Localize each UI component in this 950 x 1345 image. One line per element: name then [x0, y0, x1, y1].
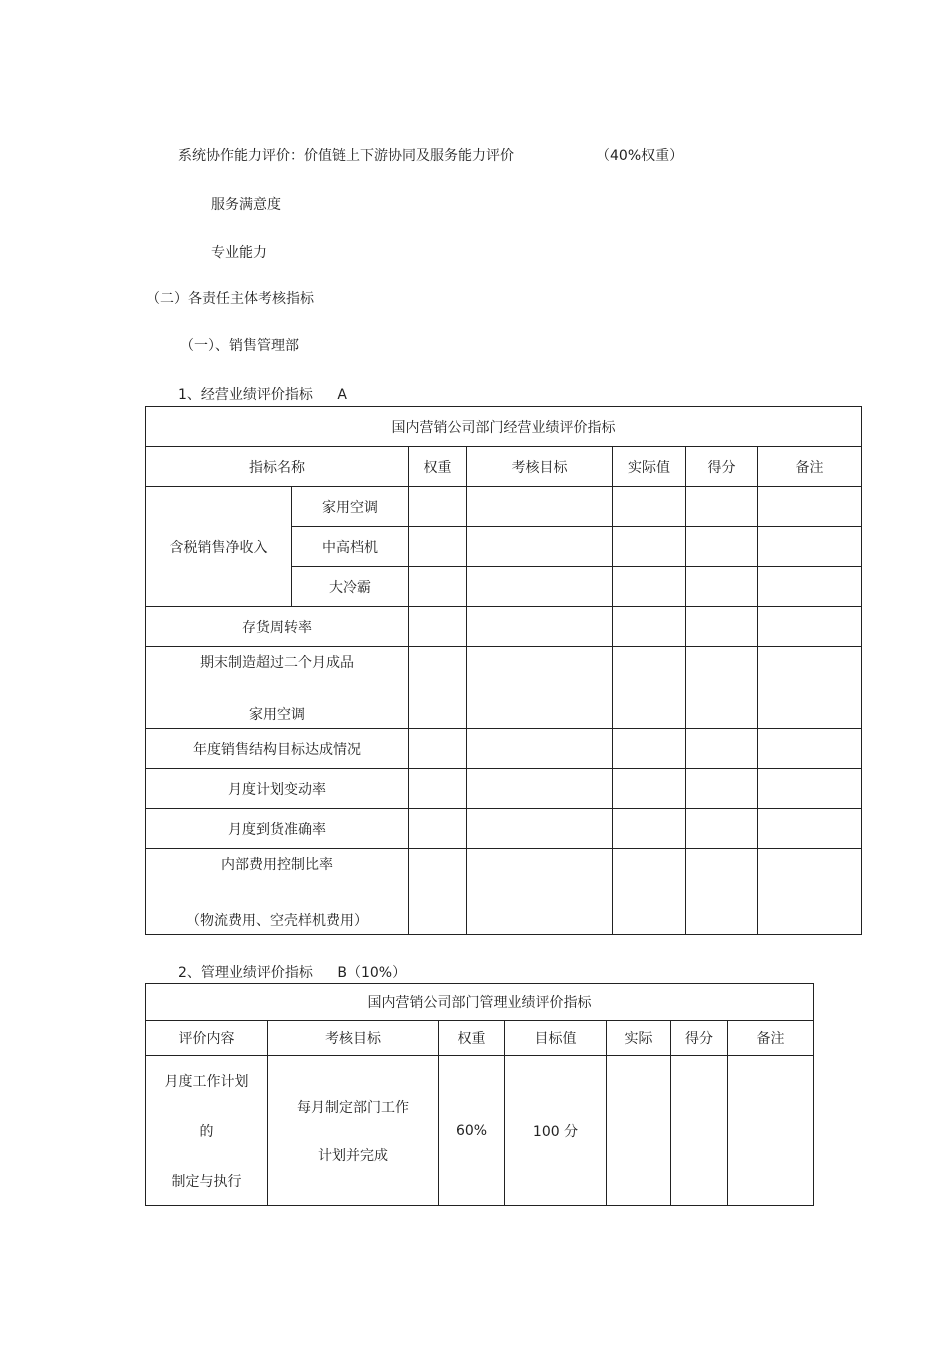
table2-header-value: 目标值 [505, 1021, 607, 1056]
row-target-line: 每月制定部门工作 [297, 1099, 409, 1116]
row-target-line: 计划并完成 [318, 1147, 388, 1164]
row-weight: 60% [439, 1056, 505, 1206]
row-label: 存货周转率 [146, 607, 409, 647]
section2-heading: （二）各责任主体考核指标 [146, 291, 314, 307]
table-row [146, 647, 862, 729]
table2-title: 国内营销公司部门管理业绩评价指标 [146, 984, 814, 1021]
row-label-line: 期末制造超过二个月成品 [200, 654, 354, 671]
part2-heading [178, 962, 406, 982]
row-target [268, 1056, 439, 1206]
row-label: 年度销售结构目标达成情况 [146, 729, 409, 769]
table-row [146, 809, 862, 849]
table2-header-score: 得分 [671, 1021, 728, 1056]
intro-weight: （40%权重） [596, 148, 684, 164]
table-row [146, 487, 862, 527]
table2-header-weight: 权重 [439, 1021, 505, 1056]
table1-header-score: 得分 [686, 447, 758, 487]
row-label-line: 家用空调 [249, 706, 305, 723]
table-row [146, 1056, 814, 1206]
table1-title: 国内营销公司部门经营业绩评价指标 [146, 407, 862, 447]
part2-title: 2、管理业绩评价指标 [178, 965, 313, 981]
row-label: 月度计划变动率 [146, 769, 409, 809]
group-label: 含税销售净收入 [146, 487, 292, 607]
table1-header-note: 备注 [758, 447, 862, 487]
table-row [146, 607, 862, 647]
row-label-line: （物流费用、空壳样机费用） [186, 912, 368, 929]
table1-header-weight: 权重 [409, 447, 467, 487]
management-performance-table [145, 983, 814, 1206]
table-row [146, 769, 862, 809]
table2-header-actual: 实际 [607, 1021, 671, 1056]
row-score [671, 1056, 728, 1206]
intro-text: 系统协作能力评价：价值链上下游协同及服务能力评价 [178, 148, 514, 164]
row-label-line: 内部费用控制比率 [221, 856, 333, 873]
row-content-line: 的 [199, 1123, 214, 1140]
table1-header-target: 考核目标 [467, 447, 613, 487]
part1-title: 1、经营业绩评价指标 [178, 387, 313, 403]
table1-header-actual: 实际值 [613, 447, 686, 487]
table-row [146, 849, 862, 935]
row-content-line: 月度工作计划 [164, 1073, 249, 1090]
row-label: 月度到货准确率 [146, 809, 409, 849]
table2-header-note: 备注 [728, 1021, 814, 1056]
intro-item-service: 服务满意度 [211, 197, 281, 213]
row-label [146, 849, 409, 935]
intro-line [178, 145, 514, 165]
table2-header-target: 考核目标 [268, 1021, 439, 1056]
intro-item-professional: 专业能力 [211, 245, 267, 261]
row-content [146, 1056, 268, 1206]
part1-code: A [337, 387, 347, 403]
table-row [146, 729, 862, 769]
table2-header-content: 评价内容 [146, 1021, 268, 1056]
row-actual [607, 1056, 671, 1206]
row-content-line: 制定与执行 [171, 1173, 242, 1190]
group-item: 家用空调 [292, 487, 409, 527]
part1-heading [178, 384, 347, 404]
row-value: 100 分 [505, 1056, 607, 1206]
row-label [146, 647, 409, 729]
part2-code: B（10%） [337, 965, 407, 981]
group-item: 中高档机 [292, 527, 409, 567]
row-note [728, 1056, 814, 1206]
business-performance-table [145, 406, 862, 935]
group-item: 大冷霸 [292, 567, 409, 607]
sub1-heading: （一）、销售管理部 [180, 338, 299, 354]
table1-header-name: 指标名称 [146, 447, 409, 487]
